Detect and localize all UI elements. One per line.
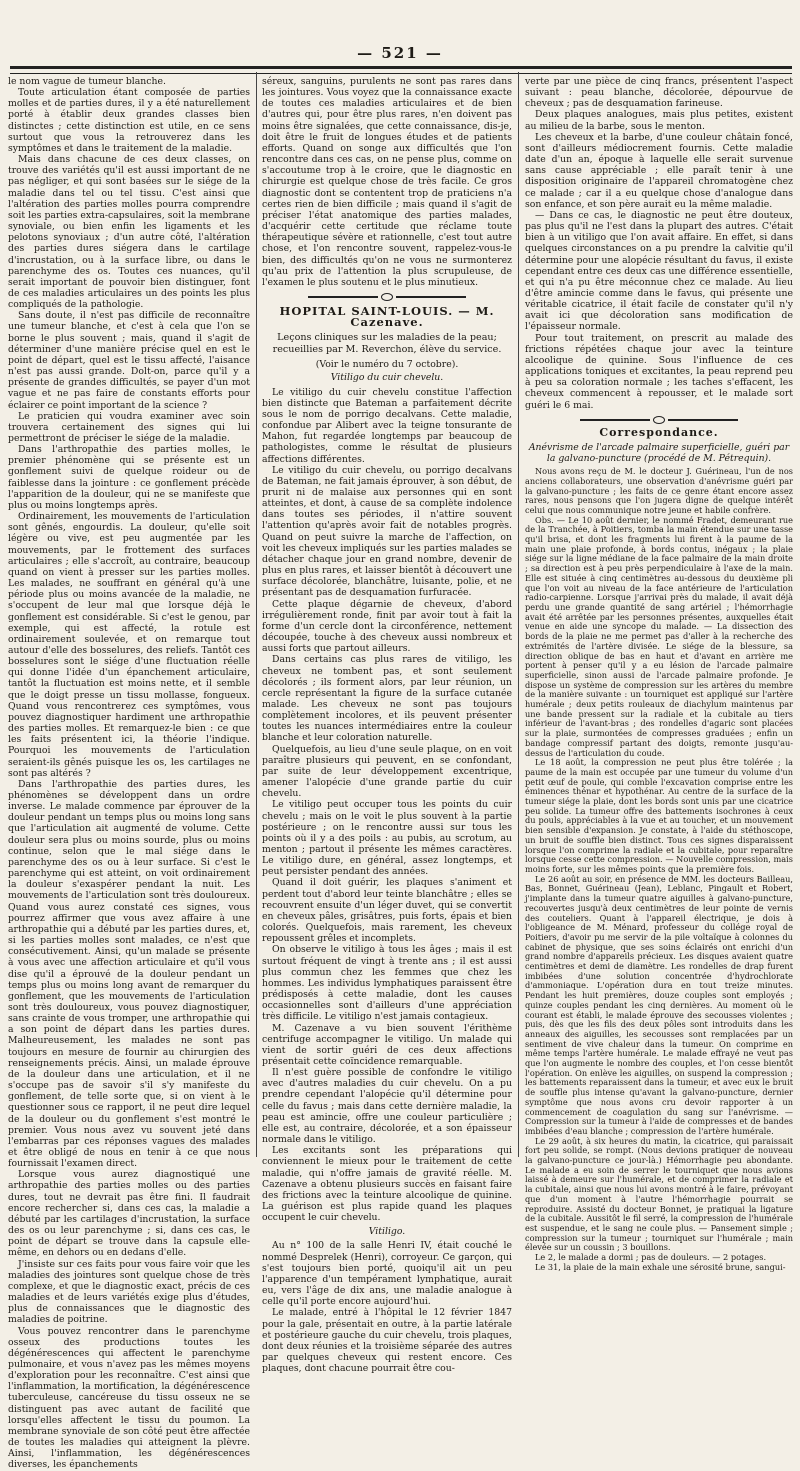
paragraph: Pour tout traitement, on prescrit au malade des frictions répétées chaque jour avec la teinture alcoolique de quinine. Sous l'influence de ces applications toniques et excitantes, la peau reprend peu à peu sa coloration normale ; les taches s'effacent, les cheveux commencent à repousser, et le malade sort guéri le 6 mai. (525, 332, 793, 411)
paragraph: Les excitants sont les préparations qui conviennent le mieux pour le traitement de cette maladie, qui n'offre jamais de gravité réelle. M. Cazenave a obtenu plusieurs succès en faisant faire des frictions avec la teinture alcoolique de quinine. La guérison est plus rapide quand les plaques occupent le cuir chevelu. (262, 1145, 512, 1224)
paragraph: Le 29 août, à six heures du matin, la cicatrice, qui paraissait fort peu solide, se rompt. (Nous devions pratiquer de nouveau la galvano-puncture ce jour-là.) Hémorrhagie peu abondante. Le malade a eu soin de serrer le tourniquet que nous avions laissé à demeure sur l'humérale, et de comprimer la radiale et la cubitale, ainsi que nous lui avons montré à le faire, prévoyant que d'un moment à l'autre l'hémorrhagie pourrait se reproduire. Assisté du docteur Bonnet, je pratiquai la ligature de la cubitale. Aussitôt le fil serré, la compression de l'humérale est suspendue, et le sang ne coule plus. — Pansement simple ; compression sur la tumeur ; tourniquet sur l'humérale ; main élevée sur un coussin ; 3 bouillons. (525, 1135, 793, 1253)
page-number: — 521 — (357, 44, 443, 62)
paragraph: Toute articulation étant composée de parties molles et de parties dures, il y a été naturellement porté à établir deux grandes classes bien distinctes ; cette distinction est utile, en ce sens surtout que vous la retrouverez dans les symptômes et dans le traitement de la maladie. (8, 87, 250, 154)
paragraph: Obs. — Le 10 août dernier, le nommé Fradet, demeurant rue de la Tranchée, à Poitiers, tomba la main étendue sur une tasse qu'il brisa, et dont les fragments lui firent à la paume de la main une plaie profonde, à bords contus, inégaux ; la plaie siége sur la ligne médiane de la face palmaire de la main droite ; sa direction est à peu près perpendiculaire à l'axe de la main. Elle est située à cinq centimètres au-dessous du deuxième pli que l'on voit au niveau de la face antérieure de l'articulation radio-carpienne. Lorsque j'arrivai près du malade, il avait déjà perdu une grande quantité de sang artériel ; l'hémorrhagie avait été arrêtée par les personnes présentes, auxquelles était venue en aide une syncope du malade. — La dissection des bords de la plaie ne me permet pas d'aller à la recherche des extrémités de l'artère divisée. Le siége de la blessure, sa direction oblique de bas en haut et d'avant en arrière me portent à penser qu'il y a eu lésion de l'arcade palmaire superficielle, sinon aussi de l'arcade palmaire profonde. Je dispose un système de compression sur les artères du membre de la manière suivante : un tourniquet est appliqué sur l'artère humérale ; deux petits rouleaux de diachylum maintenus par une bande pressent sur la radiale et la cubitale au tiers inférieur de l'avant-bras ; des rondelles d'agaric sont placées sur la plaie, surmontées de compresses graduées ; enfin un bandage compressif partant des doigts, remonte jusqu'au-dessus de l'articulation du coude. (525, 514, 793, 758)
header-rule (10, 66, 792, 74)
correspondence-title: Correspondance. (599, 425, 719, 439)
paragraph: Le vitiligo du cuir chevelu, ou porrigo decalvans de Bateman, ne fait jamais éprouver, à son début, de prurit ni de malaise aux personnes qui en sont atteintes, et dont, à cause de sa complète indolence dans toutes ses périodes, il n'attire souvent l'attention qu'après avoir fait de notables progrès. Quand on peut suivre la marche de l'affection, on voit les cheveux impliqués sur les parties malades se détacher chaque jour en grand nombre, devenir de plus en plus rares, et laisser bientôt à découvert une surface décolorée, blanchâtre, luisante, polie, et ne présentant pas de desquamation furfuracée. (262, 464, 512, 599)
paragraph: Quand il doit guérir, les plaques s'animent et perdent tout d'abord leur teinte blanchâtre ; elles se recouvrent ensuite d'un léger duvet, qui se convertit en cheveux pâles, grisâtres, puis forts, épais et bien colorés. Quelquefois, mais rarement, les cheveux repoussent grêles et incomplets. (262, 877, 512, 945)
paragraph: Ordinairement, les mouvements de l'articulation sont gênés, engourdis. La douleur, qu'elle soit légère ou vive, est peu augmentée par les mouvements, par le frottement des surfaces articulaires ; elle s'accroît, au contraire, beaucoup quand on vient à presser sur les parties molles. Les malades, ne souffrant en général qu'à une période plus ou moins avancée de la maladie, ne s'occupent de leur mal que lorsque déjà le gonflement est considérable. Si c'est le genou, par exemple, qui est affecté, la rotule est ordinairement soulevée, et on remarque tout autour d'elle des bosselures, des reliefs. Tantôt ces bosselures sont le siége d'une fluctuation réelle qui donne l'idée d'un épanchement articulaire, tantôt la fluctuation est moins nette, et il semble que le doigt presse un tissu mollasse, fongueux. Quand vous rencontrerez ces symptômes, vous pouvez diagnostiquer hardiment une arthropathie des parties molles. Et remarquez-le bien : ce que les faits présentent ici, la théorie l'indique. Pourquoi les mouvements de l'articulation seraient-ils gênés puisque les os, les cartilages ne sont pas altérés ? (8, 511, 250, 779)
paragraph: Le 26 août au soir, en présence de MM. les docteurs Bailleau, Bas, Bonnet, Guérineau (Jean), Leblanc, Pingault et Robert, j'implante dans la tumeur quatre aiguilles à galvano-puncture, recouvertes jusqu'à deux centimètres de leur pointe de vernis des couteliers. Quant à l'appareil électrique, je dois à l'obligeance de M. Ménard, professeur du collége royal de Poitiers, d'avoir pu me servir de la pile voltaïque à colonnes du cabinet de physique, que ses soins éclairés ont enrichi d'un grand nombre d'appareils précieux. Les disques avaient quatre centimètres et demi de diamètre. Les rondelles de drap furent imbibées d'une solution concentrée d'hydrochlorate d'ammoniaque. L'opération dura en tout treize minutes. Pendant les huit premières, douze couples sont employés ; quinze couples pendant les cinq dernières. Au moment où le courant est établi, le malade éprouve des secousses violentes ; puis, dès que les fils des deux pôles sont introduits dans les anneaux des aiguilles, les secousses sont remplacées par un sentiment de vive chaleur dans la tumeur. On comprime en même temps l'artère humérale. Le malade effrayé ne veut pas que l'on augmente le nombre des couples, et l'on cesse bientôt l'opération. On enlève les aiguilles, on suspend la compression ; les battements reparaissent dans la tumeur, et avec eux le bruit de souffle plus intense qu'avant la galvano-puncture, dernier symptôme que nous avons cru devoir rapporter à un commencement de coagulation du sang sur l'anévrisme. — Compression sur la tumeur à l'aide de compresses et de bandes imbibées d'eau blanche ; compression de l'artère humérale. (525, 873, 793, 1136)
column-3 (525, 76, 793, 1272)
paragraph: Le vitiligo peut occuper tous les points du cuir chevelu ; mais on le voit le plus souvent à la partie postérieure ; on le rencontre aussi sur tous les points où il y a des poils : au pubis, au scrotum, au menton ; partout il présente les mêmes caractères. Le vitiligo dure, en général, assez longtemps, et peut persister pendant des années. (262, 799, 512, 878)
correspondence-subtitle: Anévrisme de l'arcade palmaire superficielle, guéri par la galvano-puncture (procédé de M. Pétrequin). (528, 441, 790, 464)
paragraph: le nom vague de tumeur blanche. (8, 76, 166, 87)
see-issue-note: (Voir le numéro du 7 octobre). (315, 359, 459, 371)
ornament-divider (262, 292, 512, 300)
paragraph: Le 2, le malade a dormi ; pas de douleurs. — 2 potages. (535, 1252, 767, 1263)
paragraph: M. Cazenave a vu bien souvent l'érithème centrifuge accompagner le vitiligo. Un malade qui vient de sortir guéri de ces deux affections présentait cette coïncidence remarquable. (262, 1022, 512, 1067)
paragraph: Dans l'arthropathie des parties dures, les phénomènes se développent dans un ordre inverse. Le malade commence par éprouver de la douleur pendant un temps plus ou moins long sans que l'articulation ait augmenté de volume. Cette douleur sera plus ou moins sourde, plus ou moins continue, selon que le mal siége dans le parenchyme des os ou à leur surface. Si c'est le parenchyme qui est atteint, on voit ordinairement la douleur s'exaspérer pendant la nuit. Les mouvements de l'articulation sont très douloureux. Quand vous aurez constaté ces signes, vous pourrez affirmer que vous avez affaire à une arthropathie qui a débuté par les parties dures, et, si les parties molles sont malades, ce n'est que consécutivement. Ainsi, qu'un malade se présente à vous avec une affection articulaire et qu'il vous dise qu'il a éprouvé de la douleur pendant un temps plus ou moins long avant de remarquer du gonflement, que les mouvements de l'articulation sont très douloureux, vous pouvez diagnostiquer, sans crainte de vous tromper, une arthropathie qui a son point de départ dans les parties dures. Malheureusement, les malades ne sont pas toujours en mesure de fournir au chirurgien des renseignements précis. Ainsi, un malade éprouve de la douleur dans une articulation, et il ne s'occupe pas de savoir s'il s'y manifeste du gonflement, de telle sorte que, si on vient à le questionner sous ce rapport, il ne peut dire lequel de la douleur ou du gonflement s'est montré le premier. Vous nous avez vu souvent jeté dans l'embarras par ces réponses vagues des malades et être obligé de nous en tenir à ce que nous fournissait l'examen direct. (8, 778, 250, 1170)
lessons-heading: Leçons cliniques sur les maladies de la peau; recueillies par M. Reverchon, élève du service. (272, 332, 502, 356)
column-1 (8, 76, 250, 1471)
paragraph: Deux plaques analogues, mais plus petites, existent au milieu de la barbe, sous le menton. (525, 109, 793, 132)
paragraph: J'insiste sur ces faits pour vous faire voir que les maladies des jointures sont quelque chose de très complexe, et que le diagnostic exact, précis de ces maladies et de leurs variétés exige plus d'études, plus de connaissances que le diagnostic des maladies de poitrine. (8, 1258, 250, 1326)
paragraph: Il n'est guère possible de confondre le vitiligo avec d'autres maladies du cuir chevelu. On a pu prendre cependant l'alopécie qu'il détermine pour celle du favus ; mais dans cette dernière maladie, la peau est amincie, offre une couleur particulière ; elle est, au contraire, décolorée, et a son épaisseur normale dans le vitiligo. (262, 1067, 512, 1146)
paragraph: — Dans ce cas, le diagnostic ne peut être douteux, pas plus qu'il ne l'est dans la plupart des autres. C'était bien à un vitiligo que l'on avait affaire. En effet, si dans quelques circonstances on a pu prendre la calvitie qu'il détermine pour une alopécie résultant du favus, il existe cependant entre ces deux cas une différence essentielle, et qui n'a pu être méconnue chez ce malade. Au lieu d'être amincie comme dans le favus, qui présente une véritable cicatrice, il était facile de constater qu'il n'y avait ici que décoloration sans modification de l'épaisseur normale. (525, 209, 793, 333)
paragraph: On observe le vitiligo à tous les âges ; mais il est surtout fréquent de vingt à trente ans ; il est aussi plus commun chez les femmes que chez les hommes. Les individus lymphatiques paraissent être prédisposés à cette maladie, dont les causes occasionnelles sont d'ailleurs d'une appréciation très difficile. Le vitiligo n'est jamais contagieux. (262, 944, 512, 1023)
paragraph: verte par une pièce de cinq francs, présentent l'aspect suivant : peau blanche, décolorée, dépourvue de cheveux ; pas de desquamation farineuse. (525, 76, 793, 110)
paragraph: Lorsque vous aurez diagnostiqué une arthropathie des parties molles ou des parties dures, tout ne devrait pas être fini. Il faudrait encore rechercher si, dans ces cas, la maladie a débuté par les cartilages d'incrustation, la surface des os ou leur parenchyme ; si, dans ces cas, le point de départ se trouve dans la capsule elle-même, en dehors ou en dedans d'elle. (8, 1169, 250, 1259)
paragraph: Nous avons reçu de M. le docteur J. Guérineau, l'un de nos anciens collaborateurs, une observation d'anévrisme guéri par la galvano-puncture ; les faits de ce genre étant encore assez rares, nous pensons que l'on jugera digne de quelque intérêt celui que nous communique notre jeune et habile confrère. (525, 466, 793, 515)
paragraph: Le 31, la plaie de la main exhale une sérosité brune, sangui- (535, 1261, 786, 1272)
hospital-title: HOPITAL SAINT-LOUIS. — M. Cazenave. (279, 303, 495, 330)
paragraph: Dans l'arthropathie des parties molles, le premier phénomène qui se présente est un gonflement suivi de quelque roideur ou de faiblesse dans la jointure : ce gonflement précède l'apparition de la douleur, qui ne se manifeste que plus ou moins longtemps après. (8, 444, 250, 511)
paragraph: Le praticien qui voudra examiner avec soin trouvera certainement des signes qui lui permettront de préciser le siége de la maladie. (8, 410, 250, 444)
paragraph: Dans certains cas plus rares de vitiligo, les cheveux ne tombent pas, et sont seulement décolorés ; ils forment alors, par leur réunion, un cercle représentant la figure de la surface cutanée malade. Les cheveux ne sont pas toujours complètement incolores, et ils peuvent présenter toutes les nuances intermédiaires entre la couleur blanche et leur coloration naturelle. (262, 654, 512, 744)
paragraph: Les cheveux et la barbe, d'une couleur châtain foncé, sont d'ailleurs médiocrement fournis. Cette maladie date d'un an, époque à laquelle elle serait survenue sans cause appréciable ; elle paraît tenir à une disposition originaire de l'appareil chromatogène chez ce malade ; car il a eu quelque chose d'analogue dans son enfance, et son père aurait eu la même maladie. (525, 131, 793, 210)
paragraph: Le 18 août, la compression ne peut plus être tolérée ; la paume de la main est occupée par une tumeur du volume d'un petit œuf de poule, qui comble l'excavation comprise entre les éminences thénar et hypothénar. Au centre de la surface de la tumeur siége la plaie, dont les bords sont unis par une cicatrice peu solide. La tumeur offre des battements isochrones à ceux du pouls, appréciables à la vue et au toucher, et un mouvement bien sensible d'expansion. Je constate, à l'aide du stéthoscope, un bruit de souffle bien distinct. Tous ces signes disparaissent lorsque l'on comprime la radiale et la cubitale, pour reparaître lorsque cesse cette compression. — Nouvelle compression, mais moins forte, sur les mêmes points que la première fois. (525, 757, 793, 874)
paragraph: Le vitiligo du cuir chevelu constitue l'affection bien distincte que Bateman a parfaitement décrite sous le nom de porrigo decalvans. Cette maladie, confondue par Alibert avec la teigne tonsurante de Mahon, fut regardée longtemps par beaucoup de pathologistes, comme le résultat de plusieurs affections différentes. (262, 386, 512, 465)
vitiligo-heading: Vitiligo. (368, 1226, 406, 1238)
paragraph: Au n° 100 de la salle Henri IV, était couché le nommé Desprelek (Henri), corroyeur. Ce garçon, qui s'est toujours bien porté, quoiqu'il ait un peu l'apparence d'un tempérament lymphatique, aurait eu, vers l'âge de dix ans, une maladie analogue à celle qu'il porte encore aujourd'hui. (262, 1240, 512, 1308)
column-2 (262, 76, 512, 1375)
column-separator (256, 72, 257, 1157)
paragraph: Quelquefois, au lieu d'une seule plaque, on en voit paraître plusieurs qui peuvent, en se confondant, par suite de leur développement excentrique, amener l'alopécie d'une grande partie du cuir chevelu. (262, 743, 512, 800)
paragraph: Le malade, entré à l'hôpital le 12 février 1847 pour la gale, présentait en outre, à la partie latérale et postérieure gauche du cuir chevelu, trois plaques, dont deux réunies et la troisième séparée des autres par quelques cheveux qui restent encore. Ces plaques, dont chacune pourrait être cou- (262, 1307, 512, 1375)
section-subtitle: Vitiligo du cuir chevelu. (330, 372, 444, 384)
paragraph: Sans doute, il n'est pas difficile de reconnaître une tumeur blanche, et c'est à cela que l'on se borne le plus souvent ; mais, quand il s'agit de déterminer d'une manière précise quel en est le point de départ, quel est le tissu affecté, l'aisance n'est pas aussi grande. Dolt-on, parce qu'il y a présente de grandes difficultés, se payer d'un mot vague et ne pas faire de constants efforts pour éclairer ce point important de la science ? (8, 310, 250, 411)
ornament-divider (525, 415, 793, 423)
column-separator (518, 72, 519, 1157)
paragraph: Cette plaque dégarnie de cheveux, d'abord irrégulièrement ronde, finit par avoir tout à fait la forme d'un cercle dont la circonférence, nettement découpée, touche à des cheveux aussi nombreux et aussi forts que partout ailleurs. (262, 598, 512, 655)
paragraph: Mais dans chacune de ces deux classes, on trouve des variétés qu'il est aussi important de ne pas négliger, et qui sont basées sur le siége de la maladie dans tel ou tel tissu. C'est ainsi que l'altération des parties molles pourra comprendre soit les parties extra-capsulaires, soit la membrane synoviale, ou bien enfin les ligaments et les pelotons synoviaux ; d'un autre côté, l'altération des parties dures siégera dans le cartilage d'incrustation, ou à la surface libre, ou dans le parenchyme des os. Toutes ces nuances, qu'il serait important de pouvoir bien distinguer, font de ces maladies articulaires un des points les plus compliqués de la pathologie. (8, 154, 250, 311)
paragraph: séreux, sanguins, purulents ne sont pas rares dans les jointures. Vous voyez que la connaissance exacte de toutes ces maladies articulaires et de bien d'autres qui, pour être plus rares, n'en doivent pas moins être signalées, que cette connaissance, dis-je, doit être le fruit de longues études et de patients efforts. Quand on songe aux difficultés que l'on rencontre dans ces cas, on ne pense plus, comme on s'accoutume trop à le croire, que le diagnostic en chirurgie est quelque chose de très facile. Ce gros diagnostic dont se contentent trop de praticiens n'a certes rien de bien difficile ; mais quand il s'agit de préciser l'état anatomique des parties malades, d'acquérir cette certitude que réclame toute thérapeutique sévère et rationnelle, c'est tout autre chose, et l'on rencontre souvent, rappelez-vous-le bien, des difficultés qu'on ne vous ne surmonterez qu'au prix de l'attention la plus scrupuleuse, de l'examen le plus soutenu et le plus minutieux. (262, 76, 512, 288)
paragraph: Vous pouvez rencontrer dans le parenchyme osseux des productions toutes les dégénérescences qui affectent le parenchyme pulmonaire, et vous n'avez pas les mêmes moyens d'exploration pour les reconnaître. C'est ainsi que l'inflammation, la mortification, la dégénérescence tuberculeuse, cancéreuse du tissu osseux ne se distinguent pas avec autant de facilité que lorsqu'elles affectent le tissu du poumon. La membrane synoviale de son côté peut être affectée de toutes les maladies qui atteignent la plèvre. Ainsi, l'inflammation, les dégénérescences diverses, les épanchements (8, 1325, 250, 1471)
